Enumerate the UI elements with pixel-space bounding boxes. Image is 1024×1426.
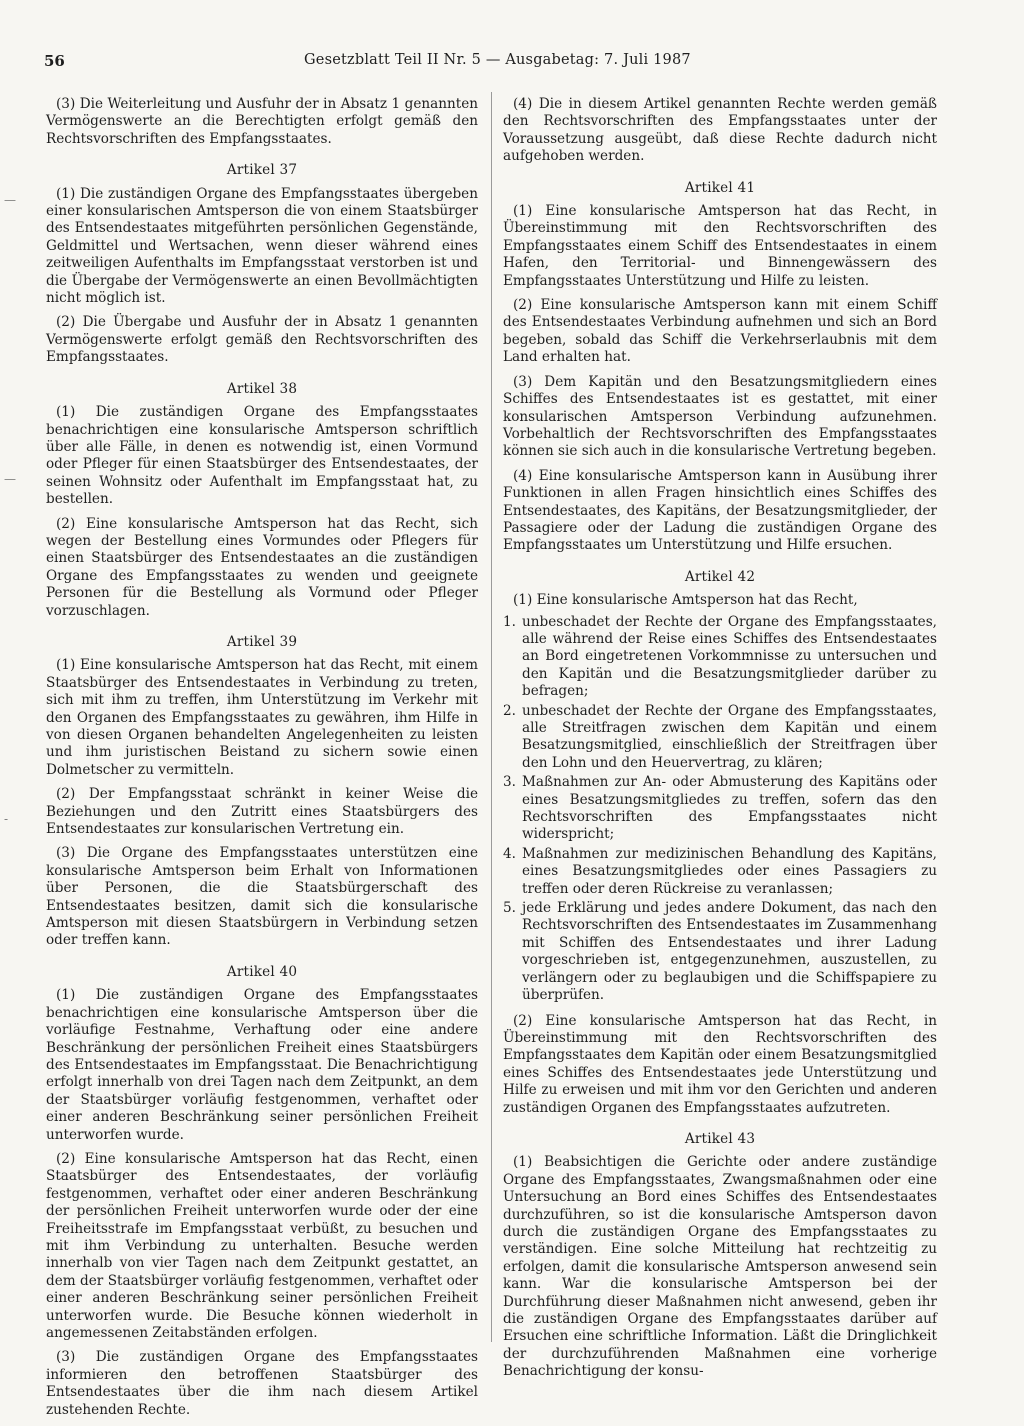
paragraph: (1) Die zuständigen Organe des Empfangsstaates benachrichtigen eine konsularische Amtsperson schriftlich über alle Fälle, in denen es notwendig ist, einen Vormund oder Pfleger für einen Staatsbürger des Entsendestaates, der seinen Wohnsitz oder Aufenthalt im Empfangsstaat hat, zu bestellen. xyxy=(46,404,478,508)
list-item-text: Maßnahmen zur medizinischen Behandlung des Kapitäns, eines Besatzungsmitgliedes oder eines Passagiers zu treffen oder deren Rückreise zu veranlassen; xyxy=(522,845,937,897)
numbered-list xyxy=(503,614,937,1005)
article-heading: Artikel 37 xyxy=(226,162,298,179)
list-item xyxy=(503,703,937,773)
paragraph: (3) Die zuständigen Organe des Empfangsstaates informieren den betroffenen Staatsbürger des Entsendestaates über die ihm nach diesem Artikel zustehenden Rechte. xyxy=(46,1349,478,1418)
list-item-text: unbeschadet der Rechte der Organe des Empfangsstaates, alle während der Reise eines Schiffes des Entsendestaates an Bord eingetretenen Vorkommnisse zu untersuchen und den Kapitän und die Besatzungsmitglieder darüber zu befragen; xyxy=(522,613,937,700)
paragraph: (1) Eine konsularische Amtsperson hat das Recht, mit einem Staatsbürger des Entsendestaates in Verbindung zu treten, sich mit ihm zu treffen, ihm Unterstützung im Verkehr mit den Organen des Empfangsstaates zu gewähren, ihm Hilfe in von diesen Organen behandelten Angelegenheiten zu leisten und ihm juristischen Beistand zu sichern sowie einen Dolmetscher zu vermitteln. xyxy=(46,657,478,778)
right-column xyxy=(503,96,937,1388)
list-item-text: unbeschadet der Rechte der Organe des Empfangsstaates, alle Streitfragen zwischen dem Kapitän und einem Besatzungsmitglied, einschließlich der Streitfragen über den Lohn und den Heuervertrag, zu klären; xyxy=(522,702,937,771)
paragraph: (2) Die Übergabe und Ausfuhr der in Absatz 1 genannten Vermögenswerte erfolgt gemäß den Rechtsvorschriften des Empfangsstaates. xyxy=(46,314,478,366)
paragraph: (2) Eine konsularische Amtsperson kann mit einem Schiff des Entsendestaates Verbindung aufnehmen und sich an Bord begeben, sobald das Schiff die Verkehrserlaubnis mit dem Land erhalten hat. xyxy=(503,297,937,366)
paragraph: (3) Dem Kapitän und den Besatzungsmitgliedern eines Schiffes des Entsendestaates ist es gestattet, mit einer konsularischen Amtsperson Verbindung aufzunehmen. Vorbehaltlich der Rechtsvorschriften des Empfangsstaates können sie sich auch in die konsularische Vertretung begeben. xyxy=(503,373,937,460)
list-item-text: Maßnahmen zur An- oder Abmusterung des Kapitäns oder eines Besatzungsmitgliedes zu treffen, sofern das den Rechtsvorschriften des Empfangsstaates nicht widerspricht; xyxy=(522,774,937,843)
page-header xyxy=(44,52,944,74)
list-item xyxy=(503,900,937,1004)
paragraph: (1) Beabsichtigen die Gerichte oder andere zuständige Organe des Empfangsstaates, Zwangsmaßnahmen oder eine Untersuchung an Bord eines Schiffes des Entsendestaates durchzuführen, so ist die konsularische Amtsperson davon durch die zuständigen Organe des Empfangsstaates zu verständigen. Eine solche Mitteilung hat rechtzeitig zu erfolgen, damit die konsularische Amtsperson anwesend sein kann. War die konsularische Amtsperson bei der Durchführung dieser Maßnahmen nicht anwesend, geben ihr die zuständigen Organe des Empfangsstaates darüber auf Ersuchen eine schriftliche Information. Läßt die Dringlichkeit der durchzuführenden Maßnahmen eine vorherige Benachrichtigung der konsu- xyxy=(503,1154,937,1380)
paragraph: (2) Eine konsularische Amtsperson hat das Recht, sich wegen der Bestellung eines Vormundes oder Pflegers für einen Staatsbürger des Entsendestaates an die zuständigen Organe des Empfangsstaates zu wenden und geeignete Personen für die Bestellung als Vormund oder Pfleger vorzuschlagen. xyxy=(46,515,478,619)
list-item-number: 5. xyxy=(503,900,516,917)
paragraph: (4) Eine konsularische Amtsperson kann in Ausübung ihrer Funktionen in allen Fragen hinsichtlich eines Schiffes des Entsendestaates, des Kapitäns, der Besatzungsmitglieder, der Passagiere oder der Ladung die zuständigen Organe des Empfangsstaates um Unterstützung und Hilfe ersuchen. xyxy=(503,467,937,554)
list-item-number: 4. xyxy=(503,845,516,862)
paragraph: (1) Die zuständigen Organe des Empfangsstaates übergeben einer konsularischen Amtsperson die von einem Staatsbürger des Entsendestaates mitgeführten persönlichen Gegenstände, Geldmittel und Wertsachen, wenn dieser während eines zeitweiligen Aufenthalts im Empfangsstaat verstorben ist und die Übergabe der Vermögenswerte an einen Bevollmächtigten nicht möglich ist. xyxy=(46,185,478,307)
column-divider xyxy=(491,92,492,1342)
article-heading: Artikel 39 xyxy=(226,633,298,650)
article-heading: Artikel 41 xyxy=(684,179,756,196)
list-item-number: 1. xyxy=(503,613,516,630)
article-heading: Artikel 40 xyxy=(226,963,298,980)
left-column xyxy=(46,96,478,1426)
margin-mark: - xyxy=(4,812,9,826)
page-number: 56 xyxy=(44,52,65,70)
margin-mark: — xyxy=(4,193,16,207)
paragraph: (3) Die Organe des Empfangsstaates unterstützen eine konsularische Amtsperson beim Erhalt von Informationen über Personen, die die Staatsbürgerschaft des Entsendestaates besitzen, damit sich die konsularische Amtsperson mit diesen Staatsbürgern in Verbindung setzen oder treffen kann. xyxy=(46,845,478,949)
paragraph: (1) Eine konsularische Amtsperson hat das Recht, xyxy=(513,592,858,609)
margin-mark: — xyxy=(4,472,16,486)
paragraph: (3) Die Weiterleitung und Ausfuhr der in Absatz 1 genannten Vermögenswerte an die Berechtigten erfolgt gemäß den Rechtsvorschriften des Empfangsstaates. xyxy=(46,96,478,147)
article-heading: Artikel 42 xyxy=(684,568,756,585)
paragraph: (4) Die in diesem Artikel genannten Rechte werden gemäß den Rechtsvorschriften des Empfangsstaates unter der Voraussetzung ausgeübt, daß diese Rechte dadurch nicht aufgehoben werden. xyxy=(503,96,937,165)
paragraph: (2) Eine konsularische Amtsperson hat das Recht, in Übereinstimmung mit den Rechtsvorschriften des Empfangsstaates dem Kapitän oder einem Besatzungsmitglied eines Schiffes des Entsendestaates jede Unterstützung und Hilfe zu erweisen und mit ihm vor den Gerichten und anderen zuständigen Organen des Empfangsstaates aufzutreten. xyxy=(503,1012,937,1116)
list-item xyxy=(503,614,937,701)
paragraph: (2) Der Empfangsstaat schränkt in keiner Weise die Beziehungen und den Zutritt eines Staatsbürgers des Entsendestaates zur konsularischen Vertretung ein. xyxy=(46,786,478,838)
article-heading: Artikel 43 xyxy=(684,1130,756,1147)
article-heading: Artikel 38 xyxy=(226,380,298,397)
list-item-number: 2. xyxy=(503,702,516,719)
list-item xyxy=(503,774,937,844)
list-item xyxy=(503,846,937,898)
paragraph: (2) Eine konsularische Amtsperson hat das Recht, einen Staatsbürger des Entsendestaates, der vorläufig festgenommen, verhaftet oder einer anderen Beschränkung der persönlichen Freiheit unterworfen wurde oder der eine Freiheitsstrafe im Empfangsstaat verbüßt, zu besuchen und mit ihm Verbindung zu unterhalten. Besuche werden innerhalb von vier Tagen nach dem Zeitpunkt gestattet, an dem der Staatsbürger vorläufig festgenommen, verhaftet oder einer anderen Beschränkung seiner persönlichen Freiheit unterworfen wurde. Die Besuche können wiederholt in angemessenen Zeitabständen erfolgen. xyxy=(46,1150,478,1341)
list-item-text: jede Erklärung und jedes andere Dokument, das nach den Rechtsvorschriften des Entsendestaates im Zusammenhang mit Schiffen des Entsendestaates und ihrer Ladung vorgeschrieben ist, entgegenzunehmen, auszustellen, zu verlängern oder zu beglaubigen und die Schiffspapiere zu überprüfen. xyxy=(522,900,937,1004)
running-title: Gesetzblatt Teil II Nr. 5 — Ausgabetag: 7. Juli 1987 xyxy=(304,52,691,68)
paragraph: (1) Die zuständigen Organe des Empfangsstaates benachrichtigen eine konsularische Amtsperson über die vorläufige Festnahme, Verhaftung oder eine andere Beschränkung der persönlichen Freiheit eines Staatsbürgers des Entsendestaates im Empfangsstaat. Die Benachrichtigung erfolgt innerhalb von drei Tagen nach dem Zeitpunkt, an dem der Staatsbürger vorläufig festgenommen, verhaftet oder einer anderen Beschränkung seiner persönlichen Freiheit unterworfen wurde. xyxy=(46,987,478,1143)
list-item-number: 3. xyxy=(503,774,516,791)
paragraph: (1) Eine konsularische Amtsperson hat das Recht, in Übereinstimmung mit den Rechtsvorschriften des Empfangsstaates einem Schiff des Entsendestaates in einem Hafen, den Territorial- und Binnengewässern des Empfangsstaates Unterstützung und Hilfe zu leisten. xyxy=(503,203,937,289)
